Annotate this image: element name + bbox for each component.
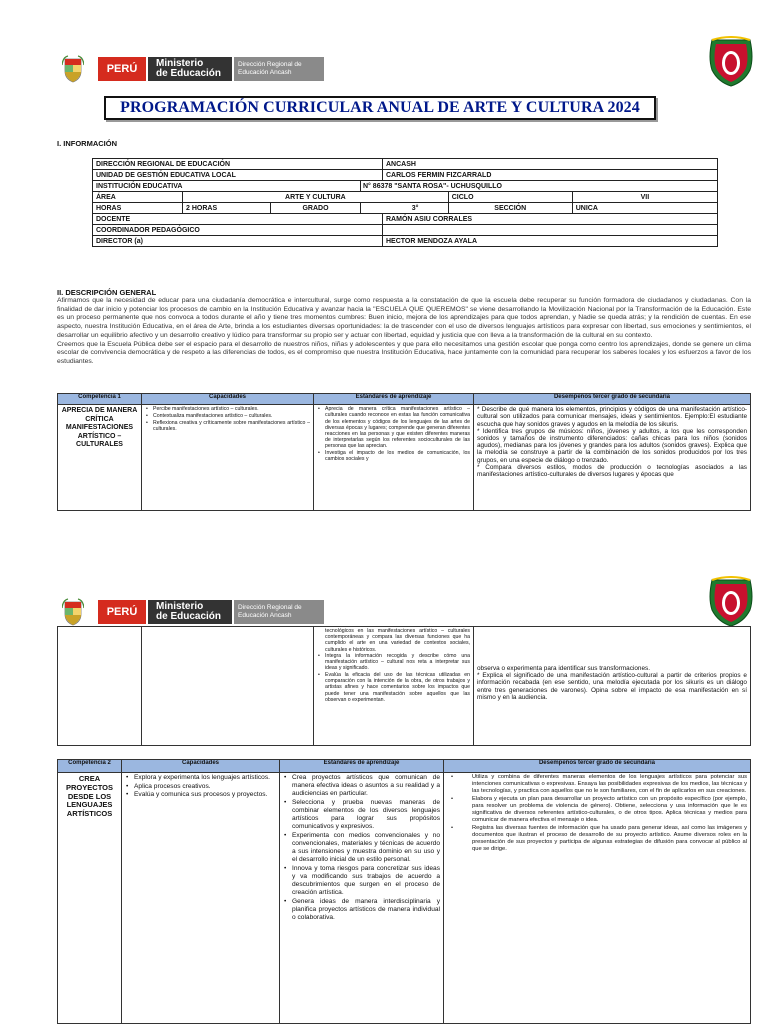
competencia-1-desempenos xyxy=(474,405,751,511)
table-row xyxy=(58,405,751,511)
list-item: • Investiga el impacto de los medios de comunicación, los cambios sociales y xyxy=(317,450,470,462)
ciclo-value-cell: VII xyxy=(572,192,717,203)
list-item: * Identifica tres grupos de músicos: niños, jóvenes y adultos, a los que les corresponden sonidos y tamaños de instrumento diferenciados: cañas chicas para los niños (sonidos agudos), medianas para los jóvenes y grandes para los adultos (sonidos graves). Explica que la melodía se construye a partir de la combinación de los sonidos producidos por los tres grupos, en una especie de diálogo o trenzado. xyxy=(477,427,747,464)
director-value-cell: HECTOR MENDOZA AYALA xyxy=(383,236,718,247)
peru-coat-of-arms-icon xyxy=(62,55,84,83)
ugel-label-cell: UNIDAD DE GESTIÓN EDUCATIVA LOCAL xyxy=(93,170,383,181)
document-title-box xyxy=(104,96,656,120)
col-header-estandares: Estándares de aprendizaje xyxy=(280,760,444,773)
competencia-2-desempenos xyxy=(444,773,751,1024)
competencia-2-name: CREA PROYECTOS DESDE LOS LENGUAJES ARTÍSTICOS xyxy=(58,773,122,1024)
competencia-2-table xyxy=(57,759,751,1024)
grado-label-cell: GRADO xyxy=(271,203,361,214)
table-row xyxy=(58,773,751,1024)
list-item: • Innova y toma riesgos para concretizar sus ideas y va modificando sus trabajos de acuerdo a descubrimientos que surgen en el proceso de creación artística. xyxy=(283,865,440,897)
col-header-competencia: Competencia 2 xyxy=(58,760,122,773)
ie-value-cell: N° 86378 "SANTA ROSA"- UCHUSQUILLO xyxy=(361,181,718,192)
table-header-row xyxy=(58,760,751,773)
section-informacion-heading: I. INFORMACIÓN xyxy=(57,139,117,148)
list-item: tecnológicos en las manifestaciones artístico – culturales contemporáneas y compara las diversas funciones que ha cumplido el arte en una variedad de contextos sociales, culturales e históricos. xyxy=(325,628,470,653)
list-item: * Compara diversos estilos, modos de producción o tecnologías asociados a las manifestaciones artístico-culturales de diversos lugares y épocas que xyxy=(477,463,747,479)
director-label-cell: DIRECTOR (a) xyxy=(93,236,383,247)
competencia-2-capacidades xyxy=(122,773,280,1024)
dre-value-cell: ANCASH xyxy=(383,159,718,170)
competencia-1-name: APRECIA DE MANERA CRÍTICA MANIFESTACIONES ARTÍSTICO – CULTURALES xyxy=(58,405,142,511)
list-item: • Utiliza y combina de diferentes maneras elementos de los lenguajes artísticos para potenciar sus intenciones comunicativas o expresivas. Ensaya las posibilidades expresivas de los medios, las técnicas y las tecnologías, y practica con aquellos que no le son familiares, con el fin de aplicarlos en sus creaciones. xyxy=(450,774,747,795)
list-item: • Elabora y ejecuta un plan para desarrollar un proyecto artístico con un propósito específico (por ejemplo, para resolver un problema de violencia de género). Obtiene, selecciona y usa información que le es significativa de diversos referentes artístico-culturales, o de otros tipos. Aplica técnicas y medios para comunicar de manera efectiva el mensaje o idea. xyxy=(450,796,747,824)
info-table xyxy=(92,158,718,247)
description-paragraph-1: Afirmamos que la necesidad de educar para una ciudadanía democrática e intercultural, surge como respuesta a la constatación de que la escuela debe recuperar su función formadora de ciudadanos y ciudadanas. Con la finalidad de dar inicio y potenciar los procesos de cambio en la Institución Educativa y avanzar hacia la "ESCUELA QUE QUEREMOS" se viene desarrollando la Movilización Nacional por la Transformación de la Educación. Este es un proceso permanente que nos convoca a todos durante el año y tiene tres momentos cumbres: Buen inicio, mejora de los aprendizajes para que todos aprendan, y Nadie se queda atrás; y la rendición de cuentas. En ese aspecto, nuestra Institución Educativa, en el área de Arte, brinda a los estudiantes diversas oportunidades: la de trascender con el uso de diversos lenguajes artísticos para expresar con libertad, sus emociones y sentimientos, el desarrollar un equilibrio afectivo y un desarrollo creativo y lúdico para transformar su propio ser y actuar con libertad, equidad y justicia que con lleva a la transformación de la cultural en su contexto. xyxy=(57,297,751,339)
coordinador-label-cell: COORDINADOR PEDAGÓGICO xyxy=(93,225,383,236)
ministerio-line-1: Ministerio xyxy=(156,58,204,69)
table-row xyxy=(93,214,718,225)
competencia-1-capacidades xyxy=(142,405,314,511)
peru-label: PERÚ xyxy=(98,57,146,81)
ministerio-label xyxy=(148,600,232,624)
area-value-cell: ARTE Y CULTURA xyxy=(183,192,449,203)
ugel-value-cell: CARLOS FERMIN FIZCARRALD xyxy=(383,170,718,181)
list-item: • Crea proyectos artísticos que comunican de manera efectiva ideas o asuntos a su realidad y a audiciencias en particular. xyxy=(283,774,440,798)
col-header-desempenos: Desempeños tercer grado de secundaria xyxy=(474,394,751,405)
peru-label: PERÚ xyxy=(98,600,146,624)
competencia-1-capacidades-cont xyxy=(142,627,314,746)
col-header-capacidades: Capacidades xyxy=(122,760,280,773)
list-item: • Evalúa la eficacia del uso de las técnicas utilizadas en comparación con la intención de la obra, de otros trabajos y artistas afines y hace comentarios sobre los impactos que puede tener una manifestación sobre aquellos que las observan o experimentan. xyxy=(317,672,470,703)
list-item: • Reflexiona creativa y críticamente sobre manifestaciones artístico – culturales. xyxy=(145,420,310,432)
area-label-cell: ÁREA xyxy=(93,192,183,203)
table-row xyxy=(93,192,718,203)
ministerio-line-1: Ministerio xyxy=(156,601,204,612)
table-row xyxy=(93,236,718,247)
ciclo-label-cell: CICLO xyxy=(448,192,572,203)
list-item: * Describe de qué manera los elementos, principios y códigos de una manifestación artístico-cultural son utilizados para comunicar mensajes, ideas y sentimientos. Ejemplo:El estudiante escucha que hay sonidos graves y agudos en la melodía de los sikuris. xyxy=(477,406,747,428)
page-gap xyxy=(0,512,768,552)
competencia-1-estandares xyxy=(314,405,474,511)
list-item: • Percibe manifestaciones artístico – culturales. xyxy=(145,406,310,412)
competencia-1-name-cont xyxy=(58,627,142,746)
peru-coat-of-arms-icon xyxy=(62,598,84,626)
col-header-estandares: Estándares de aprendizaje xyxy=(314,394,474,405)
page-header xyxy=(0,0,768,79)
list-item: • Explora y experimenta los lenguajes artísticos. xyxy=(125,774,276,782)
dre-line-2: Educación Ancash xyxy=(238,612,292,619)
competencia-1-desempenos-cont xyxy=(474,627,751,746)
table-row xyxy=(93,203,718,214)
school-crest-icon xyxy=(706,576,756,628)
list-item: • Evalúa y comunica sus procesos y proyectos. xyxy=(125,791,276,799)
school-crest-icon xyxy=(706,36,756,88)
document-title: PROGRAMACIÓN CURRICULAR ANUAL DE ARTE Y CULTURA 2024 xyxy=(120,99,640,116)
list-item: * Explica el significado de una manifestación artístico-cultural a partir de criterios propios e información recabada (en ese sentido, una melodía ejecutada por los sikuris es un diálogo entre tres generaciones de varones). Opina sobre el impacto de esa manifestación en sí mismo y en la audiencia. xyxy=(477,672,747,701)
ministerio-line-2: de Educación xyxy=(156,68,222,79)
table-row xyxy=(93,181,718,192)
seccion-value-cell: UNICA xyxy=(572,203,717,214)
list-item: • Experimenta con medios convencionales y no convencionales, materiales y técnicas de acuerdo a sus intensiones y muestra dominio en su uso y el desarrollo inicial de un estilo personal. xyxy=(283,832,440,864)
list-item: • Aprecia de manera crítica manifestaciones artístico – culturales cuando reconoce en estas las función comunicativa de los elementos y códigos de los lenguajes de las artes de diversas épocas y lugares; comprende que generan diferentes reacciones en las personas y que existen diferentes maneras de interpretarlas según los referentes socioculturales de las personas que las aprecian. xyxy=(317,406,470,449)
ie-label-cell: INSTITUCIÓN EDUCATIVA xyxy=(93,181,361,192)
ministerio-line-2: de Educación xyxy=(156,611,222,622)
competencia-1-continuation-table xyxy=(57,626,751,746)
table-header-row xyxy=(58,394,751,405)
page-header xyxy=(0,552,768,622)
docente-value-cell: RAMÓN ASIU CORRALES xyxy=(383,214,718,225)
table-row xyxy=(93,225,718,236)
dre-line-1: Dirección Regional de xyxy=(238,604,302,611)
table-row xyxy=(58,627,751,746)
horas-value-cell: 2 HORAS xyxy=(183,203,271,214)
coordinador-value-cell xyxy=(383,225,718,236)
list-item: • Registra las diversas fuentes de información que ha usado para generar ideas, así como las imágenes y documentos que ilustran el proceso de desarrollo de su proyecto artístico. Asume diversos roles en la presentación de sus proyectos y participa de algunas estrategias de difusión para convocar al público al que se dirige. xyxy=(450,825,747,853)
list-item: observa o experimenta para identificar sus transformaciones. xyxy=(477,665,650,672)
competencia-1-table xyxy=(57,393,751,511)
list-item: • Contextualiza manifestaciones artístico – culturales. xyxy=(145,413,310,419)
list-item: • Aplica procesos creativos. xyxy=(125,783,276,791)
grado-spacer-cell xyxy=(361,203,383,214)
page-2 xyxy=(0,552,768,1024)
docente-label-cell: DOCENTE xyxy=(93,214,383,225)
dre-line-2: Educación Ancash xyxy=(238,69,292,76)
list-item: • Genera ideas de manera interdisciplinaria y planifica proyectos artísticos de manera individual o colaborativa. xyxy=(283,898,440,922)
col-header-desempenos: Desempeños tercer grado de secundaria xyxy=(444,760,751,773)
description-body xyxy=(57,297,751,367)
section-descripcion-heading: II. DESCRIPCIÓN GENERAL xyxy=(57,288,157,297)
dre-label xyxy=(234,600,324,624)
grado-value-cell: 3° xyxy=(383,203,449,214)
table-row xyxy=(93,159,718,170)
ministerio-label xyxy=(148,57,232,81)
list-item: • Selecciona y prueba nuevas maneras de combinar elementos de los diversos lenguajes artísticos para lograr sus propósitos comunicativos y expresivos. xyxy=(283,799,440,831)
competencia-1-estandares-cont xyxy=(314,627,474,746)
horas-label-cell: HORAS xyxy=(93,203,183,214)
seccion-label-cell: SECCIÓN xyxy=(448,203,572,214)
col-header-competencia: Competencia 1 xyxy=(58,394,142,405)
description-paragraph-2: Creemos que la Escuela Pública debe ser el espacio para el desarrollo de nuestros niños, niñas y adolescentes y que para ello necesitamos una gestión escolar que ponga como centro los aprendizajes, donde se genere un clima escolar de convivencia democrática y de respeto a las diferencias de todos, es el compromiso que nuestra Institución Educativa, hace juntamente con la comunidad para recuperar los saberes locales y los esfuerzos a favor de los estudiantes. xyxy=(57,340,751,365)
dre-label-cell: DIRECCIÓN REGIONAL DE EDUCACIÓN xyxy=(93,159,383,170)
table-row xyxy=(93,170,718,181)
list-item: • Integra la información recogida y describe cómo una manifestación artístico – cultural nos reta a interpretar sus ideas y significado. xyxy=(317,653,470,672)
competencia-2-estandares xyxy=(280,773,444,1024)
dre-label xyxy=(234,57,324,81)
col-header-capacidades: Capacidades xyxy=(142,394,314,405)
dre-line-1: Dirección Regional de xyxy=(238,61,302,68)
